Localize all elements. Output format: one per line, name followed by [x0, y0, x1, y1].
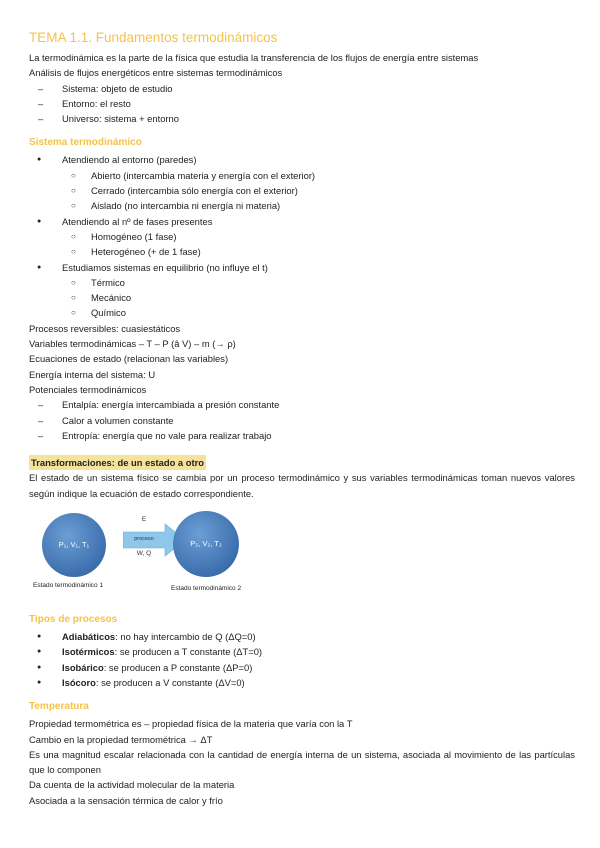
list-item: ○ Cerrado (intercambia sólo energía con el exterior) [62, 183, 575, 198]
state-1-circle [42, 513, 106, 577]
term: Isobárico [62, 661, 104, 673]
section-heading-temperatura: Temperatura [29, 701, 89, 713]
list-item: ○ Abierto (intercambia materia y energía con el exterior) [62, 168, 575, 183]
term: Adiabáticos [62, 631, 116, 643]
list-item: ○ Mecánico [62, 290, 575, 305]
section-heading-sistema: Sistema termodinámico [29, 137, 142, 149]
state-2-circle [173, 511, 239, 577]
list-item: ○ Aislado (no intercambia ni energía ni materia) [62, 198, 575, 213]
term: Isotérmicos [62, 646, 115, 658]
list-item [29, 629, 575, 644]
term: Isócoro [62, 676, 96, 688]
state-2-label: P₂, V₂, T₂ [190, 539, 222, 549]
intro-line-1: La termodinámica es la parte de la física que estudia la transferencia de los flujos de energía entre sistemas [29, 52, 479, 63]
intro-line-2: Análisis de flujos energéticos entre sistemas termodinámicos [29, 67, 283, 79]
term-description: : no hay intercambio de Q (ΔQ=0) [115, 631, 256, 643]
list-item [29, 675, 575, 690]
list-item: ○ Homogéneo (1 fase) [62, 229, 575, 244]
group-label: Atendiendo al entorno (paredes) [62, 154, 197, 166]
group-label: Estudiamos sistemas en equilibrio (no influye el t) [62, 261, 268, 273]
list-item [29, 214, 575, 260]
term-description: : se producen a V constante (ΔV=0) [95, 676, 245, 688]
list-item: ○ Térmico [62, 275, 575, 290]
arrow-label-bottom: W, Q [136, 550, 152, 558]
text-line: Cambio en la propiedad termométrica → ΔT [29, 733, 213, 745]
transformaciones-text: El estado de un sistema físico se cambia por un proceso termodinámico y sus variables termodinámicas toman nuevos valores según indique la ecuación de estado correspondiente. [29, 472, 575, 499]
section-heading-tipos: Tipos de procesos [29, 614, 118, 626]
list-item [29, 152, 575, 213]
group-label: Atendiendo al nº de fases presentes [62, 215, 213, 227]
text-line: Potenciales termodinámicos [29, 383, 147, 395]
arrow-label-top: E [141, 516, 147, 524]
page-title: TEMA 1.1. Fundamentos termodinámicos [29, 30, 278, 45]
arrow-label-mid: proceso [134, 536, 154, 543]
list-item: – Sistema: objeto de estudio [29, 81, 575, 96]
document-page [29, 28, 575, 808]
term-description: : se producen a P constante (ΔP=0) [103, 661, 253, 673]
list-item: – Calor a volumen constante [29, 413, 575, 428]
state-transition-diagram [29, 507, 575, 603]
text-line: Asociada a la sensación térmica de calor y frío [29, 794, 223, 806]
text-line: Ecuaciones de estado (relacionan las variables) [29, 353, 229, 365]
list-item: ○ Químico [62, 305, 575, 320]
term-description: : se producen a T constante (ΔT=0) [114, 646, 263, 658]
list-item: – Entalpía: energía intercambiada a presión constante [29, 397, 575, 412]
list-item [29, 260, 575, 321]
list-item: – Entorno: el resto [29, 96, 575, 111]
intro-list [29, 81, 575, 127]
list-item [29, 660, 575, 675]
list-item: – Universo: sistema + entorno [29, 111, 575, 126]
potenciales-list [29, 397, 575, 443]
sistema-classification-list [29, 152, 575, 320]
text-line: Propiedad termométrica es – propiedad física de la materia que varía con la T [29, 718, 353, 730]
text-line: Da cuenta de la actividad molecular de la materia [29, 779, 235, 791]
text-line: Procesos reversibles: cuasiestáticos [29, 322, 181, 334]
list-item: – Entropía: energía que no vale para realizar trabajo [29, 428, 575, 443]
text-line: Energía interna del sistema: U [29, 368, 156, 380]
state-2-caption: Estado termodinámico 2 [171, 585, 242, 593]
section-heading-transformaciones: Transformaciones: de un estado a otro [29, 455, 206, 470]
state-1-label: P₁, V₁, T₁ [58, 540, 90, 550]
tipos-list [29, 629, 575, 690]
state-1-caption: Estado termodinámico 1 [33, 582, 104, 590]
text-line: Variables termodinámicas – T – P (â V) – m (→ ρ) [29, 338, 236, 350]
list-item [29, 644, 575, 659]
text-line: Es una magnitud escalar relacionada con la cantidad de energía interna de un sistema, asociada al movimiento de las partículas que lo componen [29, 748, 575, 776]
list-item: ○ Heterogéneo (+ de 1 fase) [62, 244, 575, 259]
